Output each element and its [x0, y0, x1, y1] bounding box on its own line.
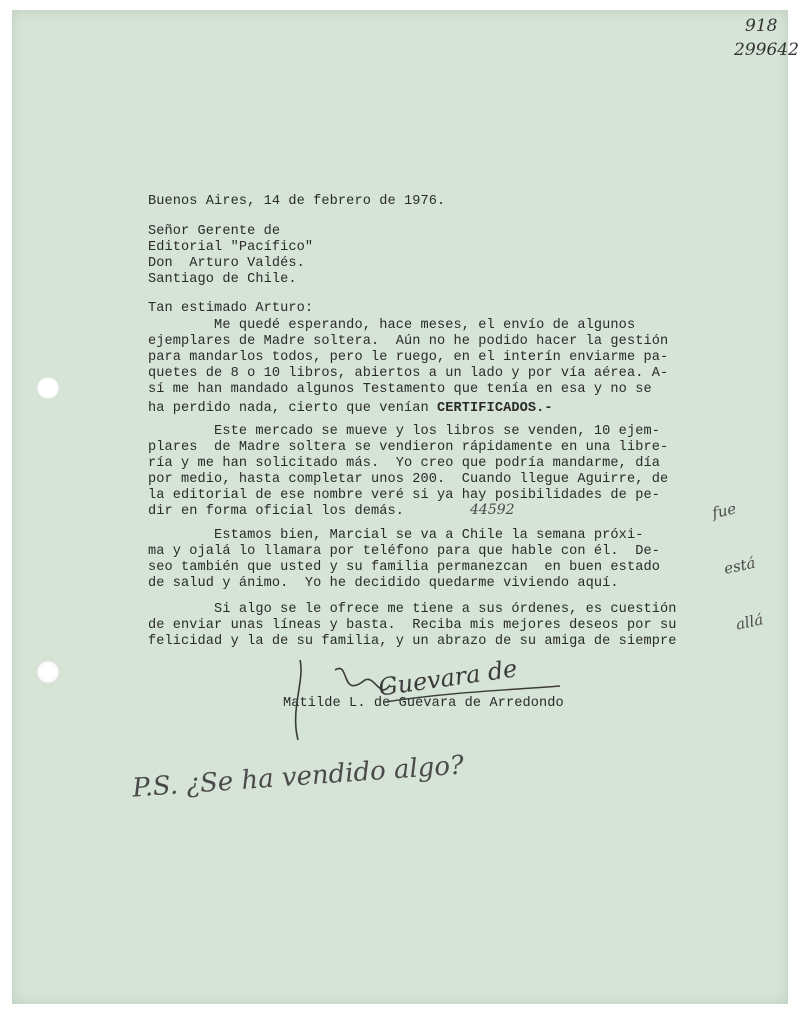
- paragraph-line: quetes de 8 o 10 libros, abiertos a un lado y por vía aérea. A-: [148, 366, 669, 381]
- margin-note-line: está: [722, 553, 757, 578]
- certificados-emphasis: CERTIFICADOS.-: [437, 401, 553, 416]
- paragraph-line: por medio, hasta completar unos 200. Cuando llegue Aguirre, de: [148, 472, 669, 487]
- paragraph-line: para mandarlos todos, pero le ruego, en el interín enviarme pa-: [148, 350, 669, 365]
- archive-number-top: 918: [745, 16, 778, 36]
- recipient-line: Don Arturo Valdés.: [148, 256, 305, 271]
- paragraph-line: felicidad y la de su familia, y un abrazo de su amiga de siempre: [148, 634, 677, 649]
- signature-scribble: [280, 640, 580, 750]
- paragraph-3: [148, 528, 660, 592]
- recipient-line: Santiago de Chile.: [148, 272, 297, 287]
- postscript: P.S. ¿Se ha vendido algo?: [131, 750, 465, 804]
- paragraph-line: de salud y ánimo. Yo he decidido quedarme viviendo aquí.: [148, 576, 619, 591]
- paragraph-line: ría y me han solicitado más. Yo creo que podría mandarme, día: [148, 456, 660, 471]
- paragraph-line: ma y ojalá lo llamara por teléfono para que hable con él. De-: [148, 544, 660, 559]
- paragraph-line: Estamos bien, Marcial se va a Chile la semana próxi-: [148, 528, 644, 543]
- paragraph-last-line: [148, 398, 668, 414]
- paragraph-line: Este mercado se mueve y los libros se venden, 10 ejem-: [148, 424, 660, 439]
- paragraph-line: sí me han mandado algunos Testamento que tenía en esa y no se: [148, 382, 652, 397]
- recipient-line: Editorial "Pacífico": [148, 240, 314, 255]
- date-line: Buenos Aires, 14 de febrero de 1976.: [148, 194, 446, 209]
- margin-note-line: fue: [710, 499, 738, 523]
- paragraph-line: de enviar unas líneas y basta. Reciba mis mejores deseos por su: [148, 618, 677, 633]
- paragraph-line: Si algo se le ofrece me tiene a sus órdenes, es cuestión: [148, 602, 677, 617]
- paragraph-line: ejemplares de Madre soltera. Aún no he podido hacer la gestión: [148, 334, 669, 349]
- paragraph-line: plares de Madre soltera se vendieron rápidamente en una libre-: [148, 440, 669, 455]
- margin-note-line: allá: [734, 610, 765, 634]
- punch-hole: [37, 377, 59, 399]
- recipient-line: Señor Gerente de: [148, 224, 281, 239]
- paragraph-line: seo también que usted y su familia permanezcan en buen estado: [148, 560, 660, 575]
- punch-hole: [37, 661, 59, 683]
- handwritten-signature: Guevara de: [376, 654, 519, 702]
- archive-number-bottom: 299642: [734, 40, 799, 60]
- paragraph-line: Me quedé esperando, hace meses, el envío de algunos: [148, 318, 636, 333]
- paragraph-1: [148, 318, 668, 414]
- typed-signature: Matilde L. de Guevara de Arredondo: [283, 696, 564, 711]
- paragraph-line: ha perdido nada, cierto que venían: [148, 401, 438, 416]
- paragraph-line: dir en forma oficial los demás.: [148, 504, 404, 519]
- recipient-block: [148, 224, 313, 288]
- paragraph-2: [148, 424, 668, 520]
- salutation: Tan estimado Arturo:: [148, 301, 314, 316]
- paragraph-line: la editorial de ese nombre veré si ya hay posibilidades de pe-: [148, 488, 660, 503]
- number-note: 44592: [470, 502, 515, 518]
